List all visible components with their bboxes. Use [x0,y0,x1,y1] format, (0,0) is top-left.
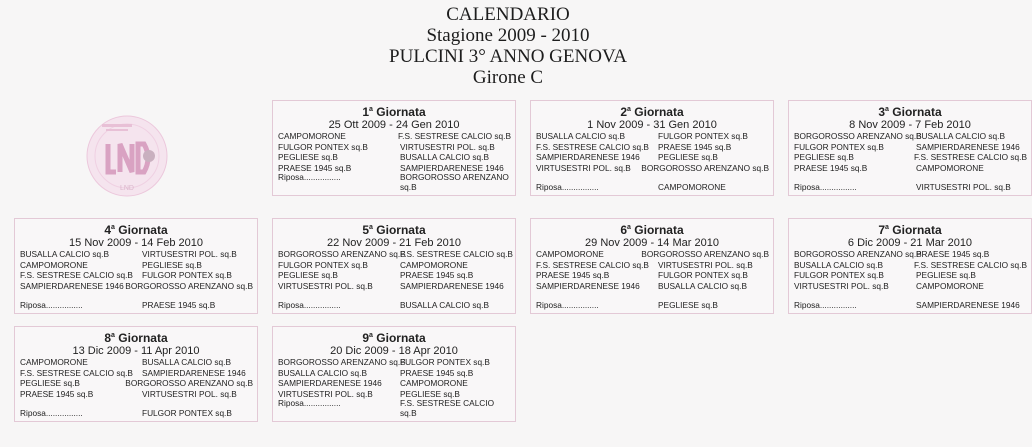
round-number-suffix: a [369,332,373,339]
round-number: 2 [620,105,628,119]
away-team: F.S. SESTRESE CALCIO sq.B [400,249,513,259]
home-team: BORGOROSSO ARENZANO sq.B [794,249,922,259]
match-list [536,249,769,291]
match-list [794,249,1027,291]
away-team: BORGOROSSO ARENZANO sq.B [125,280,253,291]
away-team: PEGLIESE sq.B [658,152,718,163]
round-card [272,326,516,422]
match-row [278,142,511,153]
home-team: BUSALLA CALCIO sq.B [536,131,626,141]
away-team: PEGLIESE sq.B [400,388,460,399]
round-label: Giornata [114,223,168,237]
match-list [278,357,511,399]
lnd-logo [78,106,176,198]
away-team: PEGLIESE sq.B [142,259,202,270]
match-row [536,281,769,292]
match-row [278,281,511,292]
home-team: BORGOROSSO ARENZANO sq.B [278,249,406,259]
round-title [273,329,515,345]
match-row [20,249,253,260]
round-dates: 13 Dic 2009 - 11 Apr 2010 [72,345,200,357]
round-title [15,221,257,237]
rest-team: VIRTUSESTRI POL. sq.B [916,182,1011,192]
home-team: CAMPOMORONE [20,259,88,270]
away-team: BUSALLA CALCIO sq.B [142,357,232,367]
match-row [536,260,769,271]
match-row [794,152,1027,163]
match-row [278,368,511,379]
match-row [20,260,253,271]
rest-label: Riposa................ [536,300,599,310]
rest-row [278,398,511,418]
round-card [14,218,258,314]
round-title [789,103,1031,119]
rest-label: Riposa................ [794,182,857,192]
rest-label: Riposa................ [278,300,341,310]
match-list [278,249,511,291]
home-team: F.S. SESTRESE CALCIO sq.B [20,367,133,378]
round-number-suffix: a [111,224,115,231]
round-number: 9 [362,331,370,345]
away-team: FULGOR PONTEX sq.B [658,270,748,281]
rest-label: Riposa................ [536,182,599,192]
round-number-suffix: a [885,106,889,113]
home-team: VIRTUSESTRI POL. sq.B [536,162,631,173]
home-team: SAMPIERDARENESE 1946 [536,280,640,291]
match-row [536,142,769,153]
away-team: BORGOROSSO ARENZANO sq.B [641,249,769,259]
match-list [20,357,253,399]
away-team: PEGLIESE sq.B [916,270,976,281]
round-card [530,218,774,314]
round-title [531,103,773,119]
round-label: Giornata [372,105,426,119]
round-label: Giornata [372,331,426,345]
match-row [20,378,253,389]
home-team: BORGOROSSO ARENZANO sq.B [278,357,406,367]
away-team: SAMPIERDARENESE 1946 [142,367,246,378]
round-dates: 29 Nov 2009 - 14 Mar 2010 [585,237,719,249]
round-card [788,218,1032,314]
rest-label: Riposa................ [278,398,341,408]
rest-row [794,182,1027,192]
round-number: 5 [362,223,370,237]
home-team: F.S. SESTRESE CALCIO sq.B [20,270,133,281]
match-row [536,131,769,142]
round-dates: 20 Dic 2009 - 18 Apr 2010 [330,345,458,357]
home-team: F.S. SESTRESE CALCIO sq.B [536,259,649,270]
rest-label: Riposa................ [20,300,83,310]
away-team: CAMPOMORONE [400,259,468,270]
away-team: VIRTUSESTRI POL. sq.B [400,141,495,152]
match-row [794,270,1027,281]
round-label: Giornata [888,223,942,237]
round-dates: 22 Nov 2009 - 21 Feb 2010 [327,237,461,249]
rest-team: SAMPIERDARENESE 1946 [916,300,1020,310]
round-card [530,100,774,196]
round-label: Giornata [372,223,426,237]
home-team: FULGOR PONTEX sq.B [794,141,884,152]
match-row [278,131,511,142]
header-season: Stagione 2009 - 2010 [426,25,590,46]
match-row [794,163,1027,174]
round-label: Giornata [630,105,684,119]
match-row [794,142,1027,153]
home-team: BORGOROSSO ARENZANO sq.B [794,131,922,141]
round-number: 4 [104,223,112,237]
match-row [20,368,253,379]
match-row [536,270,769,281]
away-team: F.S. SESTRESE CALCIO sq.B [398,131,511,141]
match-list [20,249,253,291]
away-team: SAMPIERDARENESE 1946 [400,280,504,291]
header-title: CALENDARIO [446,4,570,25]
round-number: 8 [104,331,112,345]
home-team: CAMPOMORONE [278,131,346,141]
header-group: Girone C [472,67,544,88]
round-number: 7 [878,223,886,237]
rest-team: PRAESE 1945 sq.B [142,300,216,310]
away-team: VIRTUSESTRI POL. sq.B [658,259,753,270]
away-team: PRAESE 1945 sq.B [916,249,990,259]
home-team: PEGLIESE sq.B [794,152,854,163]
home-team: SAMPIERDARENESE 1946 [278,378,382,389]
home-team: PRAESE 1945 sq.B [278,162,352,173]
match-row [278,270,511,281]
home-team: PEGLIESE sq.B [20,378,80,389]
away-team: FULGOR PONTEX sq.B [142,270,232,281]
away-team: PRAESE 1945 sq.B [400,270,474,281]
away-team: VIRTUSESTRI POL. sq.B [142,388,237,399]
home-team: SAMPIERDARENESE 1946 [20,280,124,291]
rest-label: Riposa................ [794,300,857,310]
round-card [272,100,516,196]
away-team: BORGOROSSO ARENZANO sq.B [641,162,769,173]
match-row [20,389,253,400]
home-team: PEGLIESE sq.B [278,270,338,281]
header-category: PULCINI 3° ANNO GENOVA [389,46,627,67]
away-team: BUSALLA CALCIO sq.B [916,131,1006,141]
round-label: Giornata [114,331,168,345]
match-row [794,260,1027,271]
match-row [278,357,511,368]
round-number-suffix: a [111,332,115,339]
match-row [20,281,253,292]
round-title [15,329,257,345]
home-team: BUSALLA CALCIO sq.B [278,367,368,378]
match-list [278,131,511,173]
round-dates: 25 Ott 2009 - 24 Gen 2010 [328,119,460,131]
round-number-suffix: a [627,224,631,231]
rest-label: Riposa................ [278,172,341,182]
round-dates: 8 Nov 2009 - 7 Feb 2010 [849,119,971,131]
away-team: CAMPOMORONE [916,162,984,173]
round-dates: 15 Nov 2009 - 14 Feb 2010 [69,237,203,249]
away-team: CAMPOMORONE [400,378,468,389]
round-label: Giornata [630,223,684,237]
rest-team: CAMPOMORONE [658,182,726,192]
round-number-suffix: a [627,106,631,113]
rest-row [278,172,511,192]
rest-team: PEGLIESE sq.B [658,300,718,310]
match-row [20,357,253,368]
home-team: FULGOR PONTEX sq.B [278,259,368,270]
home-team: VIRTUSESTRI POL. sq.B [794,280,889,291]
round-number-suffix: a [369,224,373,231]
away-team: VIRTUSESTRI POL. sq.B [142,249,237,259]
rest-team: FULGOR PONTEX sq.B [142,408,232,418]
page-header [0,4,1016,88]
home-team: VIRTUSESTRI POL. sq.B [278,388,373,399]
rest-row [20,408,253,418]
home-team: CAMPOMORONE [20,357,88,367]
rest-row [536,300,769,310]
round-number-suffix: a [885,224,889,231]
match-row [278,152,511,163]
away-team: BUSALLA CALCIO sq.B [400,152,490,163]
round-title [273,221,515,237]
logo-lettering: LND [119,185,135,192]
match-row [536,163,769,174]
home-team: F.S. SESTRESE CALCIO sq.B [536,141,649,152]
away-team: FULGOR PONTEX sq.B [658,131,748,141]
round-number-suffix: a [369,106,373,113]
rest-row [278,300,511,310]
round-card [272,218,516,314]
away-team: CAMPOMORONE [916,280,984,291]
match-row [794,249,1027,260]
away-team: SAMPIERDARENESE 1946 [916,141,1020,152]
round-title [273,103,515,119]
match-list [794,131,1027,173]
round-dates: 1 Nov 2009 - 31 Gen 2010 [587,119,717,131]
match-row [278,260,511,271]
round-dates: 6 Dic 2009 - 21 Mar 2010 [847,237,973,249]
round-number: 3 [878,105,886,119]
away-team: SAMPIERDARENESE 1946 [400,162,504,173]
away-team: BUSALLA CALCIO sq.B [658,280,748,291]
rest-row [794,300,1027,310]
rest-label: Riposa................ [20,408,83,418]
round-number: 6 [620,223,628,237]
away-team: BORGOROSSO ARENZANO sq.B [125,378,253,389]
match-list [536,131,769,173]
round-title [789,221,1031,237]
away-team: F.S. SESTRESE CALCIO sq.B [914,259,1027,270]
home-team: PEGLIESE sq.B [278,152,338,163]
round-card [788,100,1032,196]
match-row [536,152,769,163]
rest-team: F.S. SESTRESE CALCIO sq.B [400,398,495,418]
rest-row [536,182,769,192]
home-team: VIRTUSESTRI POL. sq.B [278,280,373,291]
match-row [278,249,511,260]
home-team: BUSALLA CALCIO sq.B [794,259,884,270]
home-team: PRAESE 1945 sq.B [794,162,868,173]
home-team: CAMPOMORONE [536,249,604,259]
home-team: FULGOR PONTEX sq.B [278,141,368,152]
rest-team: BUSALLA CALCIO sq.B [400,300,490,310]
match-row [536,249,769,260]
home-team: PRAESE 1945 sq.B [536,270,610,281]
away-team: FULGOR PONTEX sq.B [400,357,490,367]
home-team: SAMPIERDARENESE 1946 [536,152,640,163]
match-row [794,281,1027,292]
match-row [794,131,1027,142]
round-card [14,326,258,422]
home-team: FULGOR PONTEX sq.B [794,270,884,281]
round-title [531,221,773,237]
rest-team: BORGOROSSO ARENZANO sq.B [400,172,509,192]
rest-row [20,300,253,310]
round-label: Giornata [888,105,942,119]
away-team: F.S. SESTRESE CALCIO sq.B [914,152,1027,163]
home-team: BUSALLA CALCIO sq.B [20,249,110,259]
round-number: 1 [362,105,370,119]
away-team: PRAESE 1945 sq.B [400,367,474,378]
home-team: PRAESE 1945 sq.B [20,388,94,399]
away-team: PRAESE 1945 sq.B [658,141,732,152]
match-row [278,378,511,389]
match-row [20,270,253,281]
